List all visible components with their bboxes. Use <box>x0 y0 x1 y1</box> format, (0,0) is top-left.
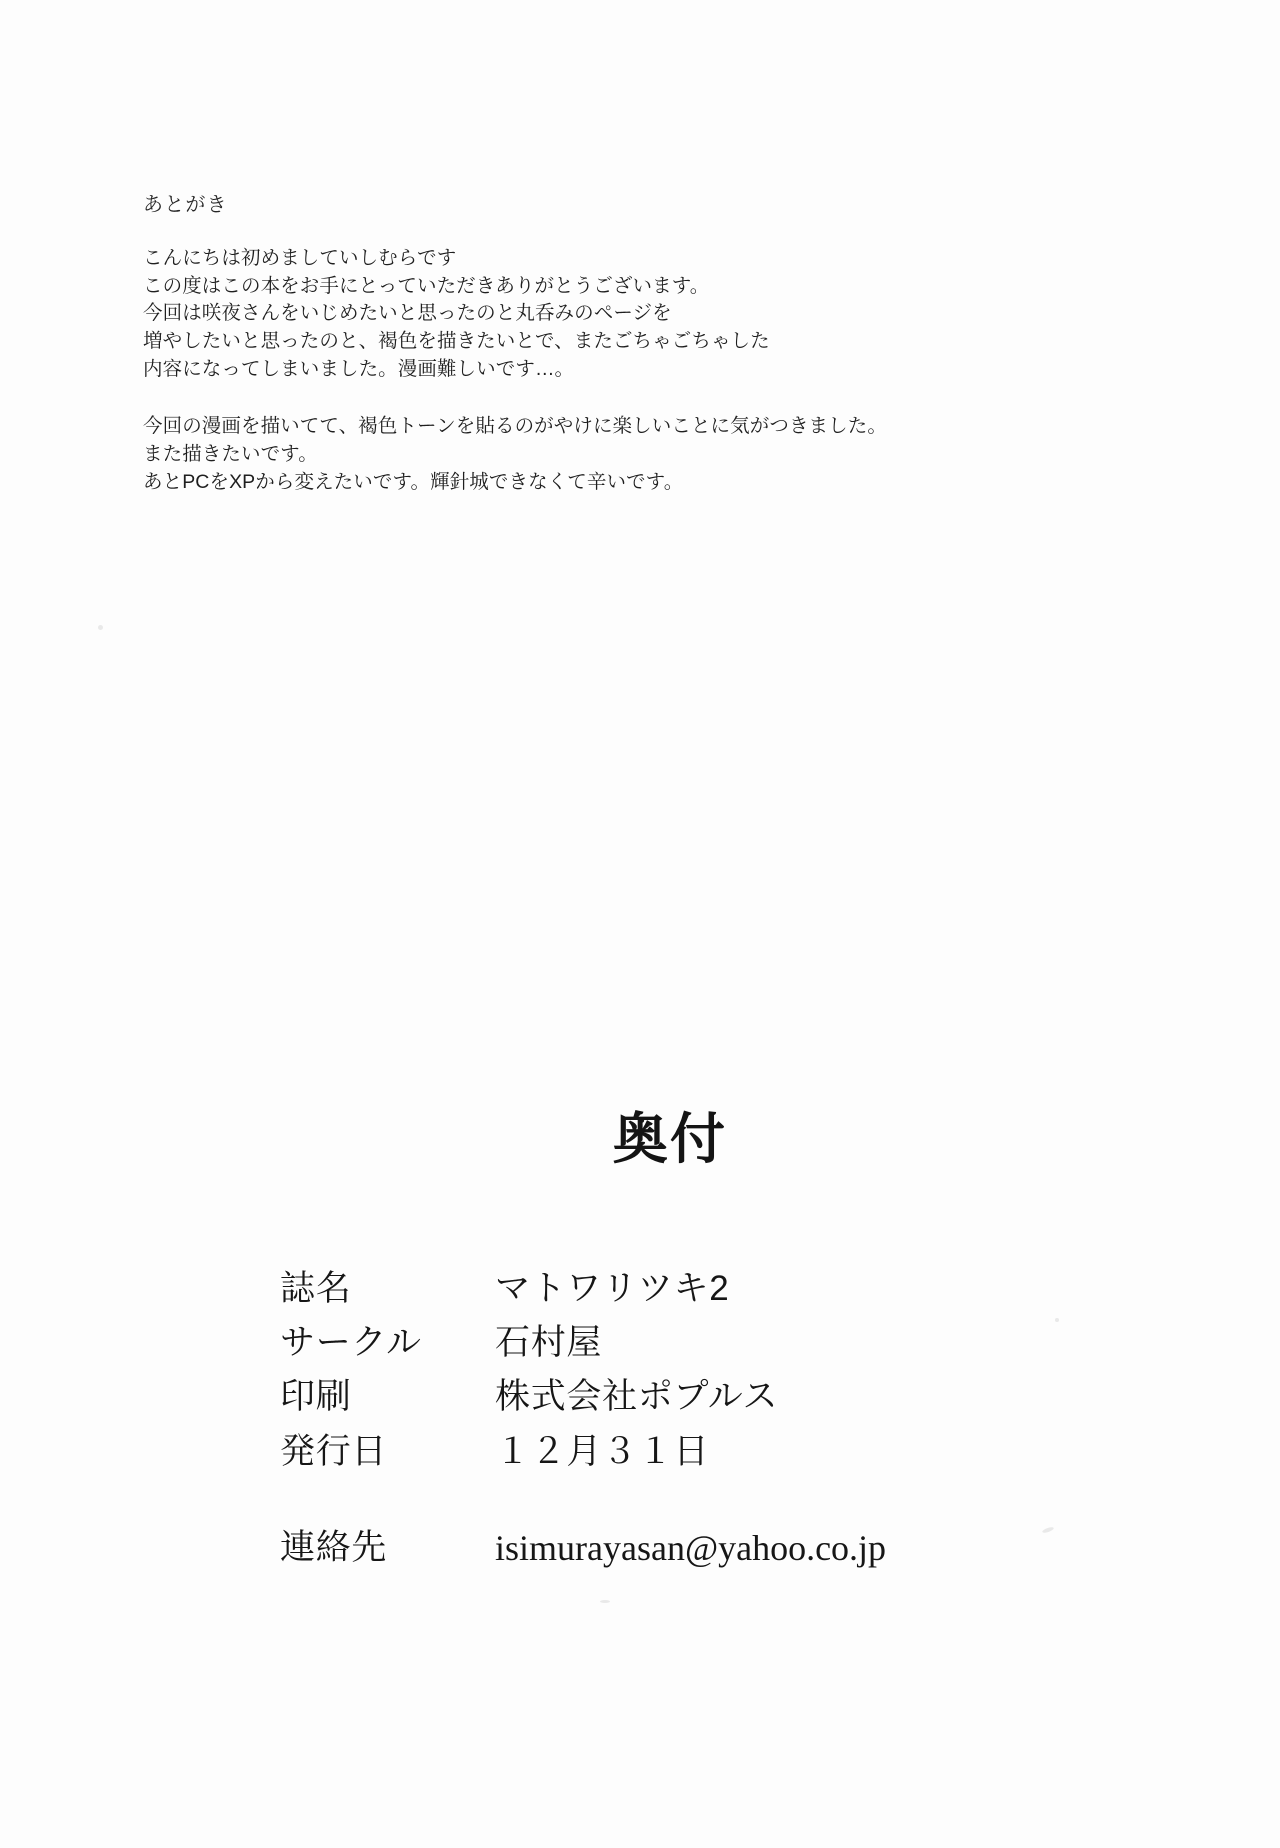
colophon-value-date: １２月３１日 <box>495 1431 710 1471</box>
afterword-section <box>143 188 1043 497</box>
afterword-line: また描きたいです。 <box>143 443 318 466</box>
colophon-value-printer: 株式会社ポプルス <box>495 1377 779 1417</box>
colophon-value-contact-email: isimurayasan@yahoo.co.jp <box>495 1527 887 1568</box>
afterword-line: 内容になってしまいました。漫画難しいです…。 <box>143 357 575 380</box>
afterword-paragraph-2 <box>143 413 1043 496</box>
colophon-table <box>280 1266 886 1580</box>
afterword-line: 今回は咲夜さんをいじめたいと思ったのと丸呑みのページを <box>143 302 672 325</box>
colophon-label-circle: サークル <box>280 1323 422 1363</box>
afterword-line: この度はこの本をお手にとっていただきありがとうございます。 <box>143 274 710 297</box>
page-speckle <box>98 625 103 630</box>
afterword-line: あとPCをXPから変えたいです。輝針城できなくて辛いです。 <box>143 470 684 493</box>
afterword-line: 増やしたいと思ったのと、褐色を描きたいとで、またごちゃごちゃした <box>143 330 770 353</box>
table-row <box>280 1483 886 1581</box>
colophon-label-date: 発行日 <box>280 1431 388 1471</box>
colophon-label-title: 誌名 <box>280 1269 352 1308</box>
colophon-section <box>0 1095 1280 1580</box>
table-row <box>280 1320 886 1374</box>
afterword-line: こんにちは初めましていしむらです <box>143 247 457 269</box>
table-row <box>280 1266 886 1320</box>
table-row <box>280 1374 886 1428</box>
colophon-label-contact: 連絡先 <box>280 1527 388 1567</box>
colophon-label-printer: 印刷 <box>280 1377 352 1417</box>
afterword-title: あとがき <box>143 194 228 216</box>
afterword-paragraph-1 <box>143 245 1043 383</box>
afterword-line: 今回の漫画を描いてて、褐色トーンを貼るのがやけに楽しいことに気がつきました。 <box>143 415 887 438</box>
table-row <box>280 1429 886 1483</box>
page-speckle <box>600 1600 610 1603</box>
colophon-value-title: マトワリツキ2 <box>495 1269 730 1308</box>
colophon-value-circle: 石村屋 <box>495 1323 603 1363</box>
colophon-heading: 奥付 <box>612 1108 728 1170</box>
